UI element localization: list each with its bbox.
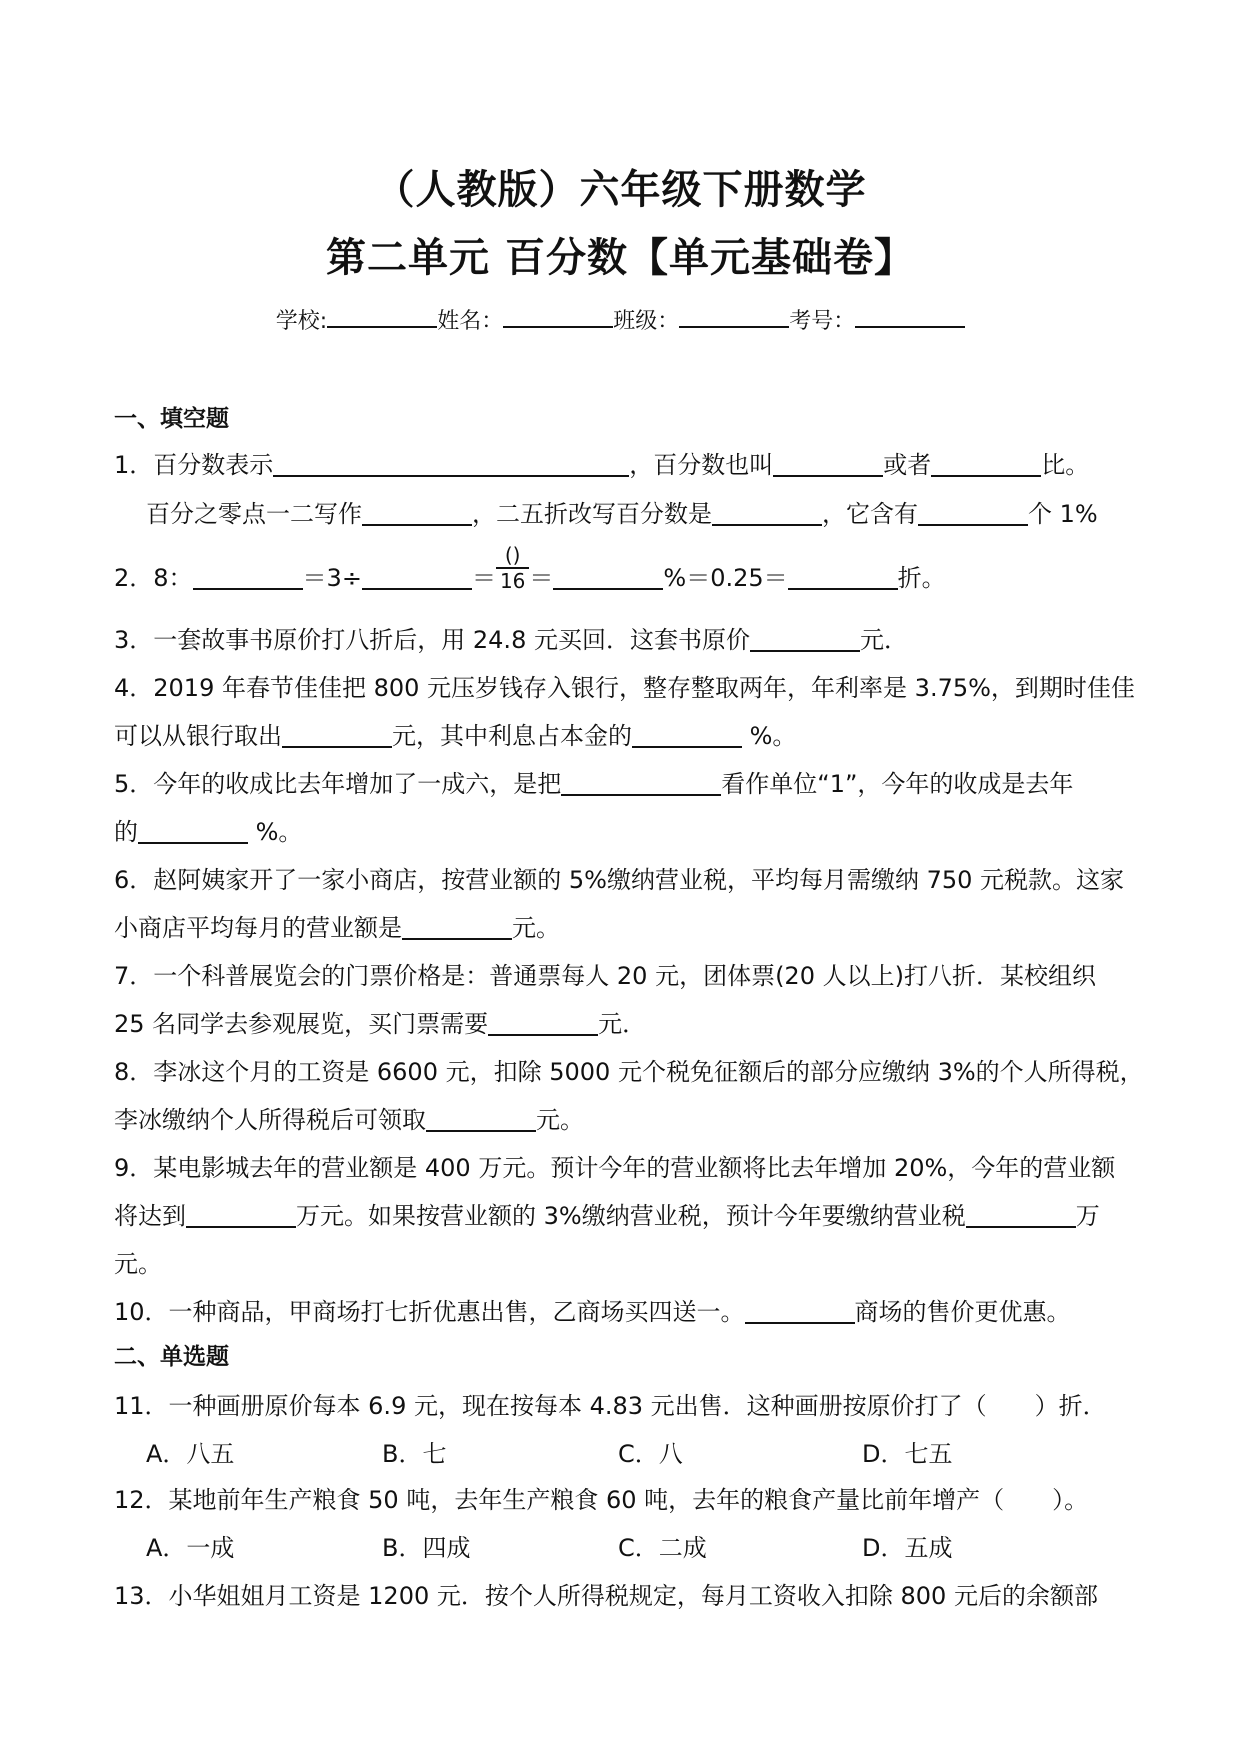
q1-blank-4[interactable]: [362, 502, 472, 526]
school-blank[interactable]: [327, 302, 437, 328]
q1-blank-1[interactable]: [273, 453, 629, 477]
q9-line-2: 将达到 万元。如果按营业额的 3%缴纳营业税，预计今年要缴纳营业税 万: [114, 1202, 1100, 1230]
q11-stem: 11．一种画册原价每本 6.9 元，现在按每本 4.83 元出售．这种画册按原价打了（ ）折．: [114, 1392, 1107, 1420]
q6-line-2: 小商店平均每月的营业额是 元。: [114, 914, 560, 942]
class-blank[interactable]: [679, 302, 789, 328]
q5-blank-2[interactable]: [138, 820, 248, 844]
q1-line-1: 1．百分数表示 ，百分数也叫 或者 比。: [114, 451, 1090, 479]
q2-blank-2[interactable]: [362, 566, 472, 590]
q7-line-2: 25 名同学去参观展览，买门票需要 元．: [114, 1010, 647, 1038]
q9-blank-2[interactable]: [966, 1204, 1076, 1228]
q5-line-2: 的 %。: [114, 818, 303, 846]
exam-no-label: 考号：: [789, 309, 856, 334]
q3-blank[interactable]: [750, 628, 860, 652]
section-1-title: 一、填空题: [114, 406, 229, 432]
q9-blank-1[interactable]: [186, 1204, 296, 1228]
q8-line-1: 8．李冰这个月的工资是 6600 元，扣除 5000 元个税免征额后的部分应缴纳 3%的个人所得税，: [114, 1058, 1144, 1086]
q6-blank[interactable]: [402, 916, 512, 940]
fraction-numerator[interactable]: (): [504, 543, 521, 567]
q1-blank-3[interactable]: [931, 453, 1041, 477]
q2-blank-4[interactable]: [788, 566, 898, 590]
q12-option-b[interactable]: B．四成: [382, 1534, 471, 1562]
q3-line: 3．一套故事书原价打八折后，用 24.8 元买回．这套书原价 元．: [114, 626, 908, 654]
q11-option-d[interactable]: D．七五: [862, 1440, 953, 1468]
q7-blank[interactable]: [488, 1012, 598, 1036]
q2-line: 2．8： ＝3÷ ＝ $\frac{()}{16}$ ＝ %＝0.25＝ 折。: [114, 543, 946, 593]
q11-option-b[interactable]: B．七: [382, 1440, 447, 1468]
q6-line-1: 6．赵阿姨家开了一家小商店，按营业额的 5%缴纳营业税，平均每月需缴纳 750 元税款。这家: [114, 866, 1125, 894]
title-line-2: 第二单元 百分数【单元基础卷】: [326, 235, 915, 281]
student-info-row: [0, 302, 1241, 335]
q2-fraction: [496, 545, 529, 591]
q5-line-1: 5．今年的收成比去年增加了一成六，是把 看作单位“1”，今年的收成是去年: [114, 770, 1074, 798]
q1-blank-2[interactable]: [773, 453, 883, 477]
name-blank[interactable]: [503, 302, 613, 328]
q7-line-1: 7．一个科普展览会的门票价格是：普通票每人 20 元，团体票(20 人以上)打八折．某校组织: [114, 962, 1096, 990]
q12-option-c[interactable]: C．二成: [618, 1534, 707, 1562]
q1-blank-6[interactable]: [918, 502, 1028, 526]
q9-line-3: 元。: [114, 1250, 162, 1278]
q12-stem: 12．某地前年生产粮食 50 吨，去年生产粮食 60 吨，去年的粮食产量比前年增产（ ）。: [114, 1486, 1089, 1514]
q10-blank[interactable]: [745, 1300, 855, 1324]
class-label: 班级：: [613, 309, 680, 334]
name-label: 姓名：: [437, 309, 504, 334]
q13-stem: 13．小华姐姐月工资是 1200 元．按个人所得税规定，每月工资收入扣除 800 元后的余额部: [114, 1582, 1098, 1610]
section-2-title: 二、单选题: [114, 1344, 229, 1370]
q4-blank-1[interactable]: [282, 724, 392, 748]
q1-line-2: 百分之零点一二写作 ，二五折改写百分数是 ，它含有 个 1%: [146, 500, 1098, 528]
q4-blank-2[interactable]: [632, 724, 742, 748]
q2-blank-1[interactable]: [193, 566, 303, 590]
q11-option-c[interactable]: C．八: [618, 1440, 683, 1468]
q12-option-a[interactable]: A．一成: [146, 1534, 235, 1562]
q5-blank-1[interactable]: [561, 772, 721, 796]
q2-blank-3[interactable]: [553, 566, 663, 590]
title-line-1: （人教版）六年级下册数学: [374, 167, 867, 213]
q8-line-2: 李冰缴纳个人所得税后可领取 元。: [114, 1106, 584, 1134]
q4-line-2: 可以从银行取出 元，其中利息占本金的 %。: [114, 722, 797, 750]
exam-no-blank[interactable]: [855, 302, 965, 328]
q12-option-d[interactable]: D．五成: [862, 1534, 953, 1562]
q10-line: 10．一种商品，甲商场打七折优惠出售，乙商场买四送一。 商场的售价更优惠。: [114, 1298, 1071, 1326]
school-label: 学校:: [275, 309, 328, 334]
fraction-denominator: 16: [496, 567, 529, 591]
q1-blank-5[interactable]: [712, 502, 822, 526]
q8-blank[interactable]: [426, 1108, 536, 1132]
q11-option-a[interactable]: A．八五: [146, 1440, 235, 1468]
q4-line-1: 4．2019 年春节佳佳把 800 元压岁钱存入银行，整存整取两年，年利率是 3.75%，到期时佳佳: [114, 674, 1135, 702]
q9-line-1: 9．某电影城去年的营业额是 400 万元。预计今年的营业额将比去年增加 20%，今年的营业额: [114, 1154, 1116, 1182]
